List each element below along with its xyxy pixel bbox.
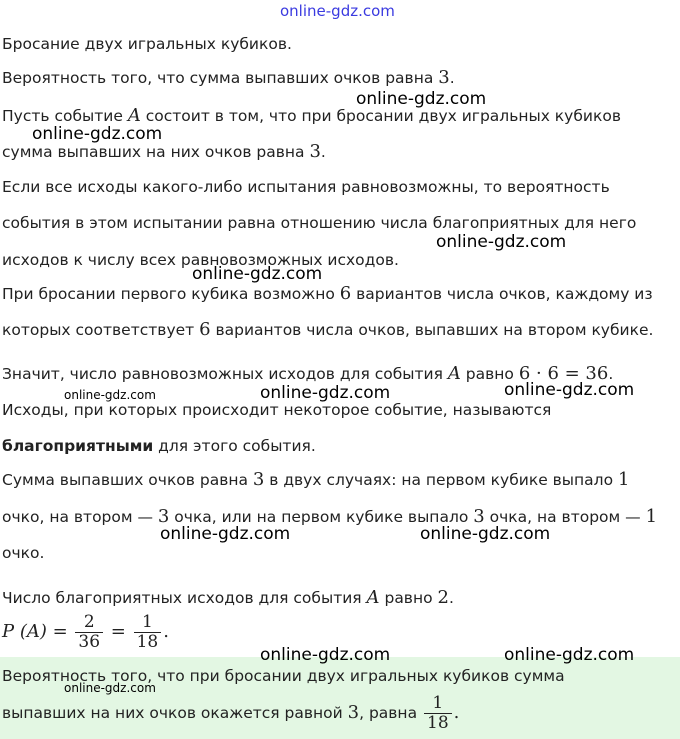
watermark: online-gdz.com (420, 524, 551, 544)
watermark: online-gdz.com (436, 232, 567, 252)
answer-fraction: $\frac{1}{18}$ (424, 694, 452, 733)
question-line: Вероятность того, что сумма выпавших очков равна 3. (2, 67, 455, 88)
paragraph-total-outcomes: Значит, число равновозможных исходов для события A равно 6 · 6 = 36. (2, 363, 614, 384)
watermark: online-gdz.com (64, 681, 156, 695)
paragraph-favorable-count: Число благоприятных исходов для события A равно 2. (2, 587, 454, 608)
watermark: online-gdz.com (160, 524, 291, 544)
paragraph-definition-3: исходов к числу всех равновозможных исходов. (2, 251, 399, 269)
probability-formula: P (A) = $\frac{2}{36}$ = $\frac{1}{18}$ . (2, 612, 169, 652)
fraction-1-18: $\frac{1}{18}$ (134, 613, 162, 652)
watermark: online-gdz.com (260, 645, 391, 665)
paragraph-favorable-def-2: благоприятными для этого события. (2, 437, 316, 455)
fraction-2-36: $\frac{2}{36}$ (75, 613, 103, 652)
watermark: online-gdz.com (192, 264, 323, 284)
paragraph-cases-2: очко, на втором — 3 очка, или на первом кубике выпало 3 очка, на втором — 1 (2, 506, 658, 527)
paragraph-definition-2: события в этом испытании равна отношению числа благоприятных для него (2, 214, 637, 232)
answer-box (0, 657, 680, 739)
heading-line: Бросание двух игральных кубиков. (2, 35, 292, 53)
paragraph-favorable-def: Исходы, при которых происходит некоторое событие, называются (2, 401, 552, 419)
answer-line-1: Вероятность того, что при бросании двух игральных кубиков сумма (2, 667, 565, 685)
paragraph-definition-1: Если все исходы какого-либо испытания равновозможны, то вероятность (2, 178, 610, 196)
watermark-top: online-gdz.com (280, 2, 395, 20)
watermark: online-gdz.com (504, 645, 635, 665)
paragraph-first-die-2: которых соответствует 6 вариантов числа очков, выпавших на втором кубике. (2, 319, 654, 340)
paragraph-cases: Сумма выпавших очков равна 3 в двух случаях: на первом кубике выпало 1 (2, 469, 630, 490)
watermark: online-gdz.com (32, 124, 163, 144)
watermark: online-gdz.com (64, 388, 156, 402)
watermark: online-gdz.com (356, 89, 487, 109)
watermark: online-gdz.com (504, 380, 635, 400)
paragraph-first-die: При бросании первого кубика возможно 6 вариантов числа очков, каждому из (2, 283, 653, 304)
paragraph-event-a: Пусть событие A состоит в том, что при бросании двух игральных кубиков (2, 105, 621, 126)
watermark: online-gdz.com (260, 383, 391, 403)
paragraph-cases-3: очко. (2, 544, 45, 562)
answer-line-2: выпавших на них очков окажется равной 3, равна $\frac{1}{18}$ . (2, 693, 460, 733)
paragraph-event-a-2: сумма выпавших на них очков равна 3. (2, 141, 326, 162)
